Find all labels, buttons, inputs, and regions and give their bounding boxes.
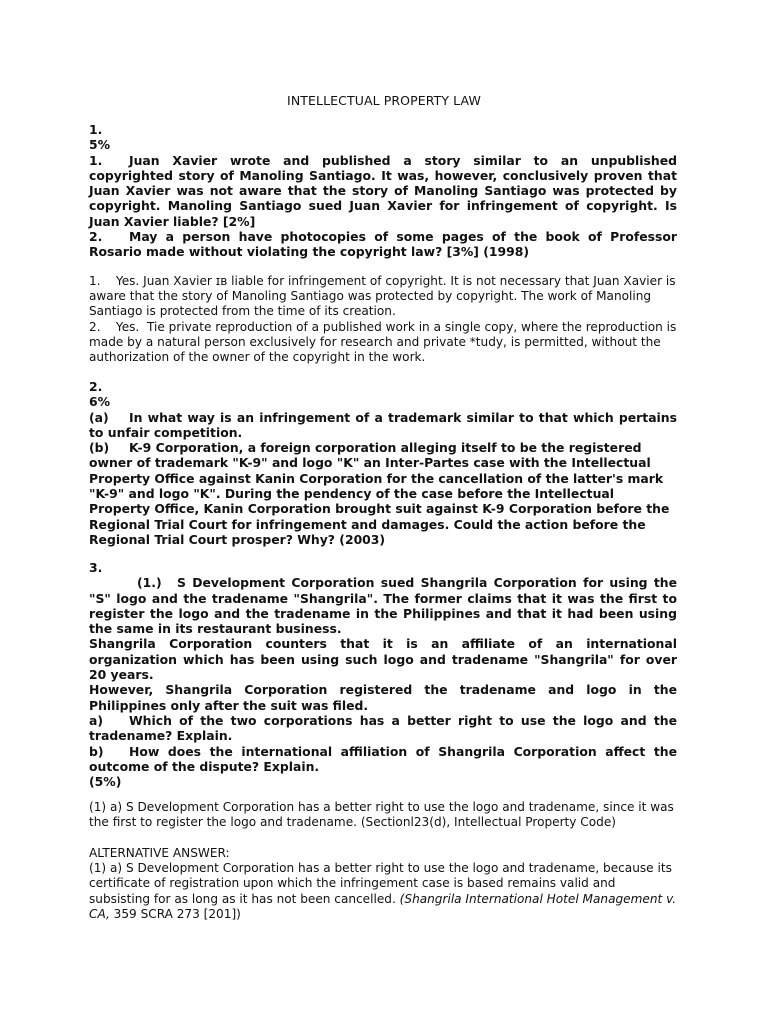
item-text: May a person have photocopies of some pages of the book of Professor Rosario made without violating the copyright law? [3%] (1998) <box>89 229 677 260</box>
question-number: 2. <box>89 379 103 394</box>
answer-paragraph: 2. Yes. Tie private reproduction of a published work in a single copy, where the reproduction is made by a natural person exclusively for research and private *tudy, is permitted, without the authorization of the owner of the copyright in the work. <box>89 319 681 365</box>
item-text: K-9 Corporation, a foreign corporation alleging itself to be the registered owner of trademark "K-9" and logo "K" an Inter-Partes case with the Intellectual Property Office against Kanin Corporation for the cancellation of the latter's mark "K-9" and logo "K". During the pendency of the case before the Intellectual Property Office, Kanin Corporation brought suit against K-9 Corporation before the Regional Trial Court for infringement and damages. Could the action before the Regional Trial Court prosper? Why? (2003) <box>89 440 670 547</box>
answer-paragraph: 1. Yes. Juan Xavier ɪʙ liable for infringement of copyright. It is not necessary that Juan Xavier is aware that the story of Manoling Santiago was protected by copyright. The work of Manoling Santiago is protected from the time of its creation. <box>89 274 680 319</box>
question-item <box>89 410 677 441</box>
question-number: 3. <box>89 560 103 575</box>
item-text: In what way is an infringement of a trademark similar to that which pertains to unfair competition. <box>89 409 677 440</box>
alternative-answer <box>89 846 677 922</box>
item-label: b) <box>89 743 104 759</box>
question-weight: (5%) <box>89 774 122 790</box>
page-title: INTELLECTUAL PROPERTY LAW <box>287 93 481 108</box>
question-paragraph: However, Shangrila Corporation registered the tradename and logo in the Philippines only after the suit was filed. <box>89 682 677 713</box>
item-label: 2. <box>89 229 103 245</box>
question-weight: 5% <box>89 137 111 153</box>
alternative-heading: ALTERNATIVE ANSWER: <box>89 846 230 860</box>
item-label: a) <box>89 712 104 728</box>
case-citation: (Shangrila International Hotel Management v. CA, <box>89 891 677 921</box>
question-paragraph: Shangrila Corporation counters that it is an affiliate of an international organization which has been using such logo and tradename "Shangrila" for over 20 years. <box>89 636 677 683</box>
item-label: 1. <box>89 152 103 168</box>
answer-text: (1) a) S Development Corporation has a better right to use the logo and tradename, because its certificate of registration upon which the infringement case is based remains valid and subsisting for as long as it has not been cancelled. <box>89 861 672 906</box>
question-3 <box>89 560 677 789</box>
item-label: (b) <box>89 440 110 456</box>
item-text: Juan Xavier wrote and published a story similar to an unpublished copyrighted story of Manoling Santiago. It was, however, conclusively proven that Juan Xavier was not aware that the story of Manoling Santiago was protected by copyright. Manoling Santiago sued Juan Xavier for infringement of copyright. Is Juan Xavier liable? [2%] <box>89 152 677 229</box>
item-text: How does the international affiliation of Shangrila Corporation affect the outcome of the dispute? Explain. <box>89 743 677 774</box>
question-item <box>89 744 677 775</box>
question-1 <box>89 122 677 260</box>
question-number: 1. <box>89 122 103 137</box>
question-item <box>89 440 677 547</box>
question-weight: 6% <box>89 394 111 410</box>
item-text: S Development Corporation sued Shangrila Corporation for using the "S" logo and the tradename "Shangrila". The former claims that it was the first to register the logo and the tradename in the Philippines and that it had been using the same in its restaurant business. <box>89 575 677 637</box>
question-2 <box>89 379 677 547</box>
answer-paragraph: (1) a) S Development Corporation has a better right to use the logo and tradename, since it was the first to register the logo and tradename. (Sectionl23(d), Intellectual Property Code) <box>89 800 674 830</box>
answer-3 <box>89 800 677 830</box>
item-label: (a) <box>89 409 109 425</box>
question-lead <box>89 575 677 636</box>
case-citation-tail: 359 SCRA 273 [201]) <box>109 906 241 921</box>
item-label: (1.) <box>137 575 162 591</box>
question-item <box>89 153 677 229</box>
answer-paragraph <box>89 861 677 922</box>
answer-1 <box>89 274 681 365</box>
question-item <box>89 713 677 744</box>
question-item <box>89 229 677 260</box>
item-text: Which of the two corporations has a better right to use the logo and the tradename? Explain. <box>89 712 677 744</box>
